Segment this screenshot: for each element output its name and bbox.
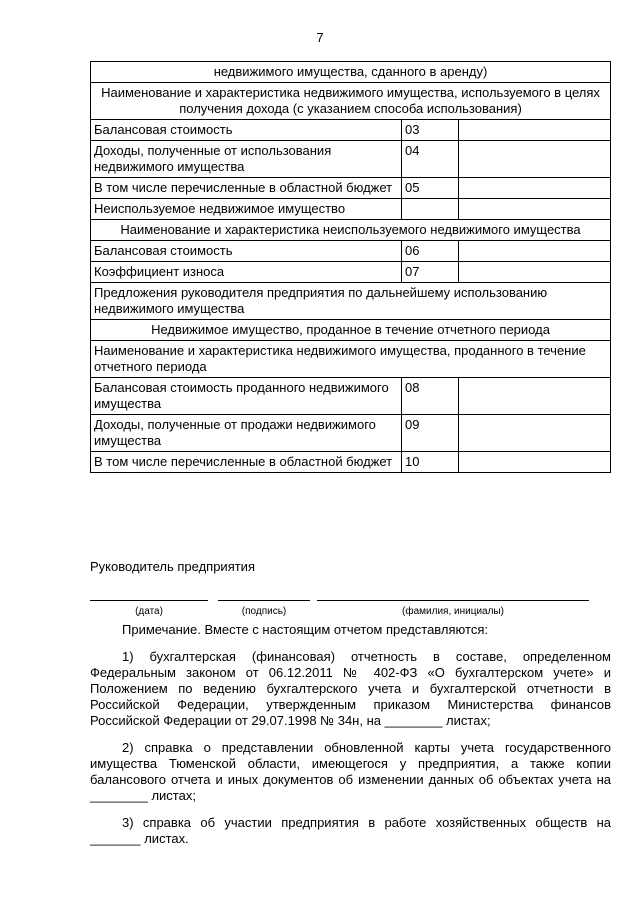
row-label-cell: В том числе перечисленные в областной бюджет <box>91 452 402 473</box>
table-row <box>91 178 611 199</box>
signature-lines <box>90 575 611 615</box>
table-row <box>91 262 611 283</box>
row-value-cell <box>459 178 611 199</box>
table-row <box>91 452 611 473</box>
note-item-1: 1) бухгалтерская (финансовая) отчетность в составе, определенном Федеральным законом от 06.12.2011 № 402-ФЗ «О бухгалтерском учете» и Положением по ведению бухгалтерского учета и бухгалтерской отчетности в Российской Федерации, утвержденным приказом Министерства финансов Российской Федерации от 29.07.1998 № 34н, на ________ листах; <box>90 649 611 728</box>
row-code-cell: 09 <box>402 415 459 452</box>
row-value-cell <box>459 415 611 452</box>
notes-intro: Примечание. Вместе с настоящим отчетом представляются: <box>122 622 488 637</box>
row-label-cell: Доходы, полученные от использования недвижимого имущества <box>91 141 402 178</box>
table-row <box>91 341 611 378</box>
row-value-cell <box>459 120 611 141</box>
full-width-cell: Наименование и характеристика недвижимого имущества, проданного в течение отчетного периода <box>91 341 611 378</box>
date-line <box>90 600 208 601</box>
signature-title: Руководитель предприятия <box>90 559 255 574</box>
row-code-cell: 07 <box>402 262 459 283</box>
name-caption: (фамилия, инициалы) <box>402 606 504 617</box>
row-label-cell: Балансовая стоимость <box>91 120 402 141</box>
table-row <box>91 220 611 241</box>
row-value-cell <box>459 241 611 262</box>
table-row <box>91 141 611 178</box>
row-label-cell: Коэффициент износа <box>91 262 402 283</box>
table-row <box>91 241 611 262</box>
table-row <box>91 283 611 320</box>
table-row <box>91 415 611 452</box>
row-code-cell: 05 <box>402 178 459 199</box>
signature-line <box>218 600 310 601</box>
section-header-cell: Недвижимое имущество, проданное в течение отчетного периода <box>91 320 611 341</box>
row-value-cell <box>459 199 611 220</box>
table-row <box>91 62 611 83</box>
table-row <box>91 83 611 120</box>
name-line <box>317 600 589 601</box>
notes-section <box>90 622 611 858</box>
signature-caption: (подпись) <box>241 606 287 617</box>
row-code-cell: 04 <box>402 141 459 178</box>
row-code-cell: 06 <box>402 241 459 262</box>
row-value-cell <box>459 452 611 473</box>
row-label-cell: Балансовая стоимость <box>91 241 402 262</box>
signature-block <box>90 559 611 615</box>
row-label-cell: Доходы, полученные от продажи недвижимого имущества <box>91 415 402 452</box>
note-item-2: 2) справка о представлении обновленной карты учета государственного имущества Тюменской области, имеющегося у предприятия, а также копии балансового отчета и иных документов об изменении данных об объектах учета на ________ листах; <box>90 740 611 803</box>
row-code-cell <box>402 199 459 220</box>
full-width-cell: Предложения руководителя предприятия по дальнейшему использованию недвижимого имущества <box>91 283 611 320</box>
row-label-cell: Балансовая стоимость проданного недвижимого имущества <box>91 378 402 415</box>
table-row <box>91 120 611 141</box>
row-code-cell: 08 <box>402 378 459 415</box>
report-table-body <box>91 62 611 473</box>
date-caption: (дата) <box>135 606 163 617</box>
section-header-cell: Наименование и характеристика неиспользуемого недвижимого имущества <box>91 220 611 241</box>
row-value-cell <box>459 262 611 283</box>
row-label-cell: В том числе перечисленные в областной бюджет <box>91 178 402 199</box>
report-table <box>90 61 611 473</box>
section-header-cell: недвижимого имущества, сданного в аренду) <box>91 62 611 83</box>
table-row <box>91 199 611 220</box>
note-item-3: 3) справка об участии предприятия в работе хозяйственных обществ на _______ листах. <box>90 815 611 846</box>
row-value-cell <box>459 378 611 415</box>
table-row <box>91 320 611 341</box>
row-value-cell <box>459 141 611 178</box>
section-header-cell: Наименование и характеристика недвижимого имущества, используемого в целях получения дохода (с указанием способа использования) <box>91 83 611 120</box>
table-row <box>91 378 611 415</box>
row-label-cell: Неиспользуемое недвижимое имущество <box>91 199 402 220</box>
row-code-cell: 03 <box>402 120 459 141</box>
page-number: 7 <box>316 30 324 45</box>
row-code-cell: 10 <box>402 452 459 473</box>
